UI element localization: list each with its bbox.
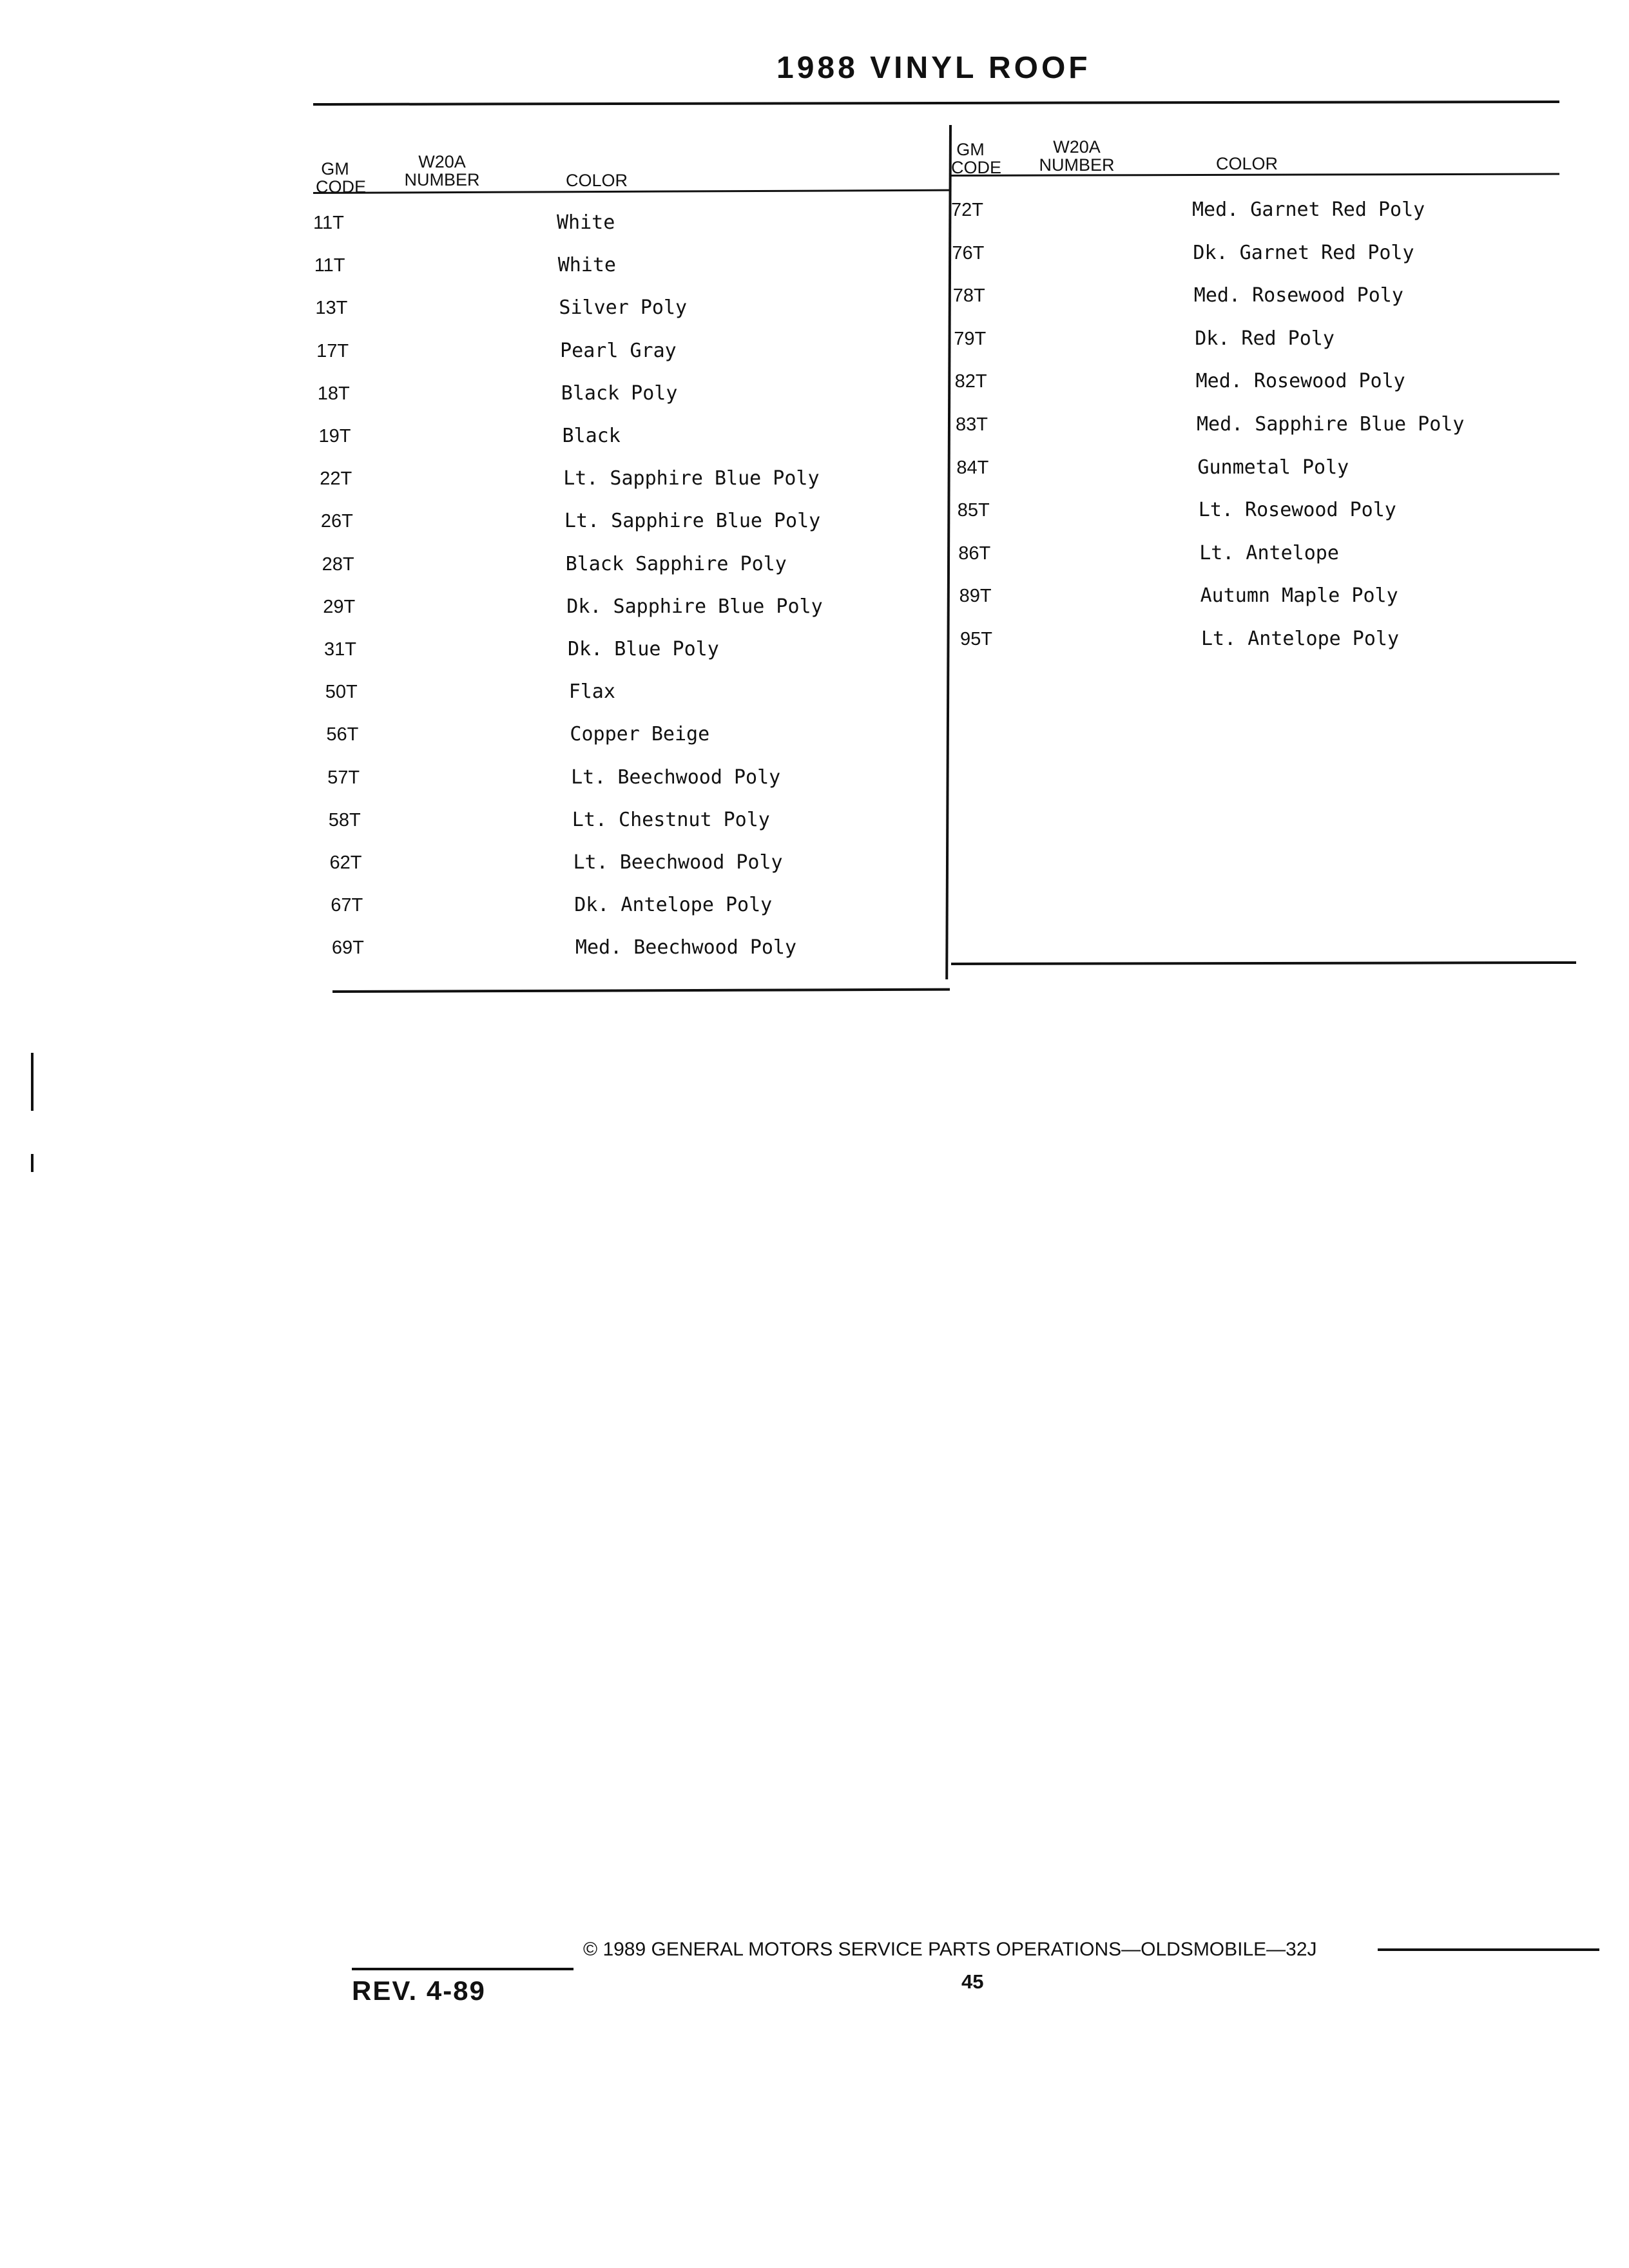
color-name-cell: Black Sapphire Poly — [565, 552, 787, 575]
gm-code-header — [316, 159, 367, 197]
table-row — [313, 210, 893, 236]
color-name-cell: Pearl Gray — [560, 339, 677, 362]
footer-left-rule — [352, 1968, 574, 1970]
color-name-cell: Dk. Blue Poly — [568, 638, 719, 660]
gm-code-cell: 57T — [327, 767, 360, 788]
table-row — [313, 679, 893, 705]
table-row — [951, 541, 1531, 566]
table-row — [313, 295, 893, 321]
gm-code-cell: 86T — [958, 543, 991, 564]
gm-code-cell: 56T — [326, 724, 359, 745]
table-row — [313, 466, 893, 492]
gm-code-cell: 58T — [328, 809, 361, 831]
table-row — [313, 338, 893, 364]
gm-code-cell: 50T — [325, 682, 358, 703]
table-row — [313, 722, 893, 747]
color-name-cell: Dk. Antelope Poly — [574, 894, 773, 917]
table-row — [951, 455, 1531, 481]
color-name-cell: Lt. Beechwood Poly — [571, 765, 781, 789]
gm-code-cell: 72T — [951, 200, 983, 220]
w20a-number-header — [1038, 138, 1115, 174]
gm-code-cell: 85T — [957, 500, 990, 521]
gm-code-cell: 26T — [320, 511, 353, 532]
code-header-line: CODE — [316, 177, 367, 197]
gm-code-cell: 84T — [956, 457, 989, 478]
gm-header-line: GM — [321, 159, 349, 178]
color-name-cell: Dk. Sapphire Blue Poly — [566, 595, 823, 618]
table-row — [951, 497, 1531, 523]
color-name-cell: Lt. Sapphire Blue Poly — [564, 510, 821, 533]
table-row — [313, 508, 893, 534]
table-row — [951, 369, 1531, 394]
page-title: 1988 VINYL ROOF — [776, 51, 1091, 85]
color-name-cell: Dk. Red Poly — [1195, 327, 1335, 350]
gm-code-cell: 95T — [960, 629, 992, 649]
color-name-cell: Med. Beechwood Poly — [575, 936, 797, 959]
color-name-cell: Med. Garnet Red Poly — [1192, 198, 1425, 221]
color-name-cell: Black Poly — [561, 381, 678, 405]
gm-code-cell: 69T — [331, 937, 364, 959]
color-name-cell: Silver Poly — [559, 296, 688, 320]
table-row — [313, 594, 893, 620]
gm-code-cell: 89T — [959, 586, 992, 607]
footer-right-rule — [1378, 1948, 1599, 1951]
code-header-line: CODE — [951, 158, 1002, 177]
table-row — [313, 807, 893, 833]
table-row — [951, 583, 1531, 609]
gm-code-cell: 17T — [316, 340, 349, 361]
right-color-table — [951, 135, 1559, 966]
color-name-cell: Lt. Beechwood Poly — [573, 851, 783, 874]
table-row — [951, 326, 1531, 352]
gm-code-cell: 76T — [952, 242, 985, 264]
color-name-cell: Lt. Antelope Poly — [1201, 628, 1400, 650]
color-name-cell: Med. Rosewood Poly — [1195, 370, 1405, 393]
gm-code-cell: 79T — [954, 328, 987, 349]
table-row — [951, 240, 1531, 266]
table-row — [951, 283, 1531, 309]
color-name-cell: Lt. Chestnut Poly — [572, 808, 770, 831]
table-row — [951, 412, 1531, 437]
table-row — [313, 637, 893, 662]
margin-mark-short — [31, 1154, 34, 1172]
gm-header-line: GM — [956, 140, 985, 159]
color-name-cell: Flax — [568, 680, 615, 704]
table-row — [313, 892, 893, 918]
gm-code-cell: 62T — [329, 852, 362, 873]
table-row — [313, 253, 893, 278]
margin-mark-long — [31, 1053, 34, 1111]
page-number: 45 — [961, 1970, 984, 1993]
color-name-cell: Autumn Maple Poly — [1200, 584, 1398, 608]
color-name-cell: Lt. Rosewood Poly — [1198, 499, 1396, 522]
gm-code-cell: 78T — [952, 285, 985, 307]
gm-code-cell: 22T — [320, 468, 352, 490]
table-row — [313, 552, 893, 577]
gm-code-cell: 28T — [322, 553, 354, 575]
gm-code-cell: 31T — [324, 639, 356, 660]
left-color-table — [313, 152, 949, 990]
table-row — [951, 197, 1531, 223]
gm-code-cell: 83T — [956, 414, 988, 435]
table-row — [313, 765, 893, 791]
color-header: COLOR — [566, 171, 628, 190]
number-header-line: NUMBER — [1039, 155, 1115, 175]
table-row — [951, 626, 1531, 652]
table-row — [313, 381, 893, 407]
table-row — [313, 935, 893, 961]
color-name-cell: Dk. Garnet Red Poly — [1193, 241, 1414, 264]
color-header: COLOR — [1216, 154, 1278, 173]
number-header-line: NUMBER — [404, 170, 480, 189]
footer-copyright: © 1989 GENERAL MOTORS SERVICE PARTS OPERATIONS—OLDSMOBILE—32J — [583, 1939, 1317, 1960]
color-name-cell: White — [557, 211, 615, 234]
table-row — [313, 850, 893, 876]
revision-label: REV. 4-89 — [352, 1975, 486, 2006]
gm-code-cell: 18T — [317, 383, 350, 404]
color-name-cell: Lt. Sapphire Blue Poly — [563, 467, 820, 490]
color-name-cell: Black — [562, 425, 621, 447]
gm-code-cell: 11T — [314, 255, 345, 276]
color-name-cell: Lt. Antelope — [1199, 541, 1339, 564]
gm-code-cell: 11T — [313, 213, 344, 233]
color-name-cell: White — [557, 254, 616, 277]
table-top-rule — [313, 101, 1559, 106]
gm-code-cell: 13T — [315, 298, 348, 319]
color-name-cell: Med. Sapphire Blue Poly — [1197, 413, 1465, 436]
color-name-cell: Copper Beige — [570, 723, 710, 746]
gm-code-cell: 29T — [323, 596, 356, 617]
w20a-header-line: W20A — [418, 152, 466, 171]
color-name-cell: Gunmetal Poly — [1197, 456, 1349, 479]
color-name-cell: Med. Rosewood Poly — [1193, 284, 1403, 307]
gm-code-header — [951, 140, 1002, 177]
gm-code-cell: 82T — [954, 371, 987, 392]
gm-code-cell: 67T — [331, 895, 363, 916]
gm-code-cell: 19T — [318, 426, 351, 447]
w20a-header-line: W20A — [1053, 137, 1101, 157]
table-row — [313, 423, 893, 449]
w20a-number-header — [403, 153, 481, 189]
